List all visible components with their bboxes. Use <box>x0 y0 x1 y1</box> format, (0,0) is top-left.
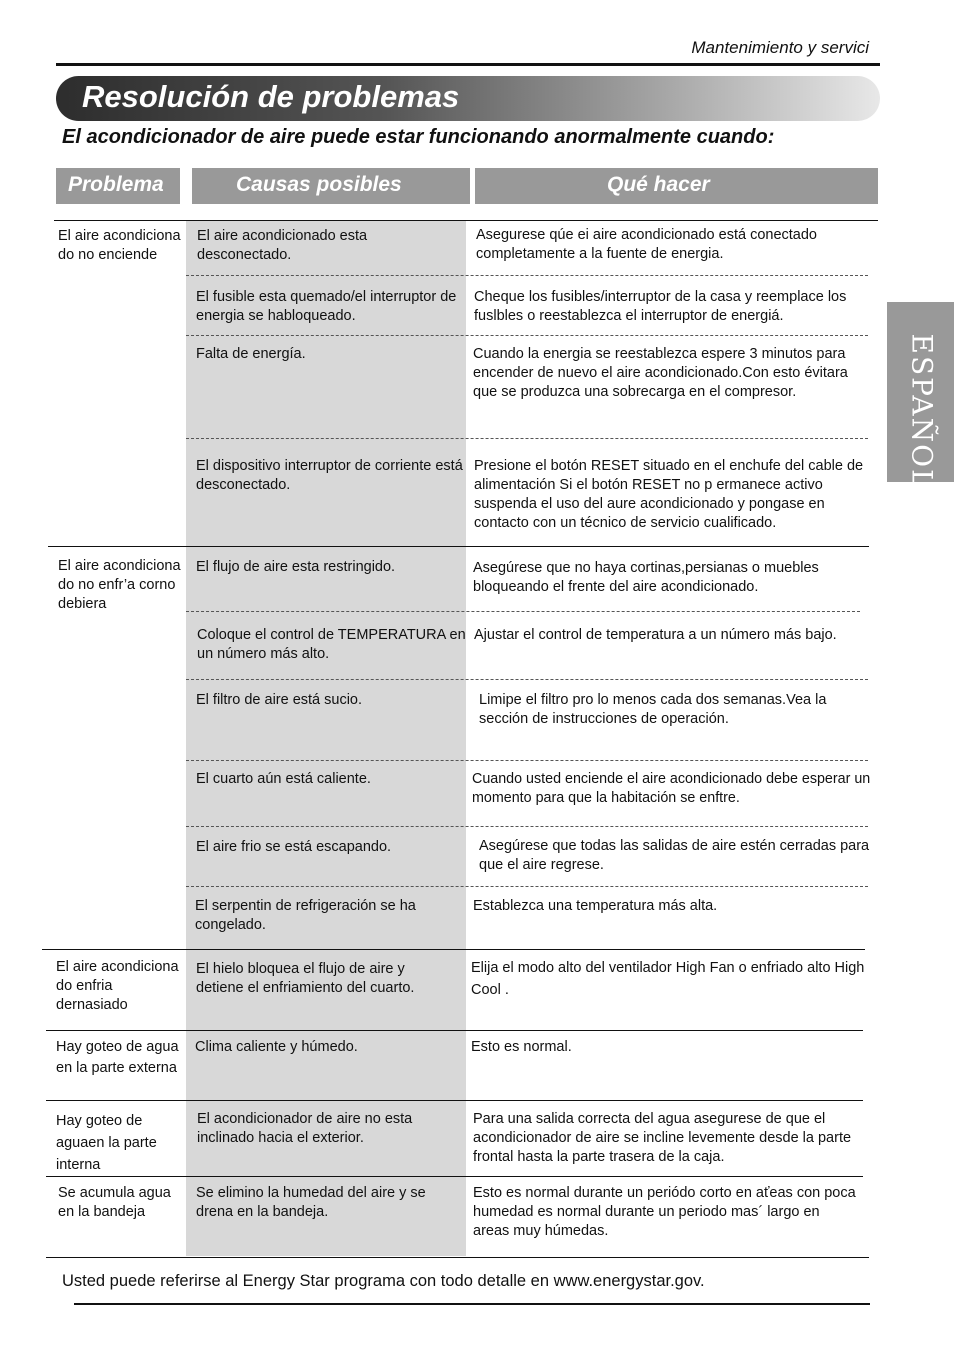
row-separator <box>186 760 868 761</box>
row-separator <box>186 275 868 276</box>
language-tab-label: ESPAÑOL <box>905 333 939 490</box>
cause-cell: El serpentin de refrigeración se ha congelado. <box>195 898 416 933</box>
bottom-rule <box>74 1303 870 1305</box>
action-cell: Asegúrese que no haya cortinas,persianas o muebles bloqueando el frente del aire acondicionado. <box>473 560 819 595</box>
cause-cell: El acondicionador de aire no esta inclinado hacia el exterior. <box>197 1111 413 1146</box>
cause-cell: El dispositivo interruptor de corriente está desconectado. <box>196 458 463 493</box>
high-cool-label: High Cool <box>471 960 865 998</box>
action-text: situado en el enchufe del cable de alimentación Si el botón <box>474 458 864 493</box>
reset-button-label: RESET <box>590 458 639 474</box>
group-separator <box>42 949 865 950</box>
cause-cell: El hielo bloquea el flujo de aire y detiene el enfriamiento del cuarto. <box>196 961 415 996</box>
cause-cell: El fusible esta quemado/el interruptor de energia se habloqueado. <box>196 289 457 324</box>
cause-cell: El aire frio se está escapando. <box>196 839 392 855</box>
cause-cell: Se elimino la humedad del aire y se drena en la bandeja. <box>196 1185 426 1220</box>
cause-cell: El flujo de aire esta restringido. <box>196 559 396 575</box>
cause-cell: Coloque el control de TEMPERATURA en un número más alto. <box>197 627 466 662</box>
action-cell: Cuando la energia se reestablezca espere 3 minutos para encender de nuevo el aire acondicionado.Con esto évitara que se produzca una sobrecarga en el compresor. <box>473 346 848 400</box>
cause-cell: El filtro de aire está sucio. <box>196 692 363 708</box>
action-cell: Asegurese qúe ei aire acondicionado está conectado completamente a la fuente de energia. <box>476 227 817 262</box>
problem-cell: Hay goteo de aguaen la parte interna <box>56 1113 157 1173</box>
group-separator <box>46 1030 863 1031</box>
running-header: Mantenimiento y servici <box>691 38 869 57</box>
problem-cell: Se acumula agua en la bandeja <box>58 1185 171 1220</box>
cause-cell: Clima caliente y húmedo. <box>195 1039 358 1055</box>
problem-cell: Hay goteo de agua en la parte externa <box>56 1039 179 1076</box>
column-header-action: Qué hacer <box>475 168 878 204</box>
footnote: Usted puede referirse al Energy Star programa con todo detalle en www.energystar.gov. <box>62 1272 705 1290</box>
action-text: . <box>500 982 509 998</box>
column-header-problem: Problema <box>56 168 180 204</box>
problem-cell: El aire acondiciona do enfria dernasiado <box>56 959 179 1013</box>
action-text: o enfriado alto <box>734 960 835 976</box>
action-cell: Establezca una temperatura más alta. <box>473 898 718 914</box>
row-separator <box>186 679 868 680</box>
cause-cell: El cuarto aún está caliente. <box>196 771 371 787</box>
row-separator <box>186 826 868 827</box>
row-separator <box>186 335 868 336</box>
reset-button-label: RESET <box>632 477 681 493</box>
action-cell <box>471 957 866 1001</box>
cause-cell: Falta de energía. <box>196 346 306 362</box>
action-cell: Cuando usted enciende el aire acondicionado debe esperar un momento para que la habitación se enftre. <box>472 771 871 806</box>
problem-cell: El aire acondiciona do no enciende <box>58 228 181 263</box>
table-top-rule <box>54 220 878 221</box>
action-cell: Cheque los fusibles/interruptor de la casa y reemplace los fuslbles o reestablezca el interruptor de energiá. <box>474 289 847 324</box>
banner-title: Resolución de problemas <box>82 79 460 114</box>
high-fan-label: High Fan <box>675 960 735 976</box>
group-separator <box>48 546 869 547</box>
row-separator <box>186 886 868 887</box>
cause-cell: El aire acondicionado esta desconectado. <box>197 228 368 263</box>
row-separator <box>186 611 860 612</box>
problem-cell: El aire acondiciona do no enfr’a corno debiera <box>58 558 181 612</box>
action-cell: Ajustar el control de temperatura a un número más bajo. <box>474 627 837 643</box>
action-cell: Limipe el filtro pro lo menos cada dos semanas.Vea la sección de instrucciones de operación. <box>479 692 827 727</box>
action-cell: Esto es normal. <box>471 1039 572 1055</box>
table-bottom-rule <box>46 1257 869 1258</box>
group-separator <box>46 1176 863 1177</box>
top-rule <box>56 63 880 66</box>
action-cell <box>474 457 879 533</box>
column-header-causes: Causas posibles <box>192 168 470 204</box>
action-text: no p ermanece activo suspenda el uso del aure acondicionado y pongase en contacto con un técnico de servicio cualificado. <box>474 477 825 531</box>
action-cell: Asegúrese que todas las salidas de aire estén cerradas para que el aire regrese. <box>479 838 870 873</box>
action-cell: Para una salida correcta del agua asegurese de que el acondicionador de aire se incline levemente desde la parte frontal hasta la parte trasera de la caja. <box>473 1111 852 1165</box>
row-separator <box>186 438 868 439</box>
subtitle: El acondicionador de aire puede estar funcionando anormalmente cuando: <box>62 126 775 148</box>
action-text: Elija el modo alto del ventilador <box>471 960 676 976</box>
group-separator <box>46 1100 863 1101</box>
action-text: Presione el botón <box>474 458 591 474</box>
action-cell: Esto es normal durante un periódo corto en aťeas con poca humedad es normal durante un periodo mas´ largo en areas muy húmedas. <box>473 1185 856 1239</box>
